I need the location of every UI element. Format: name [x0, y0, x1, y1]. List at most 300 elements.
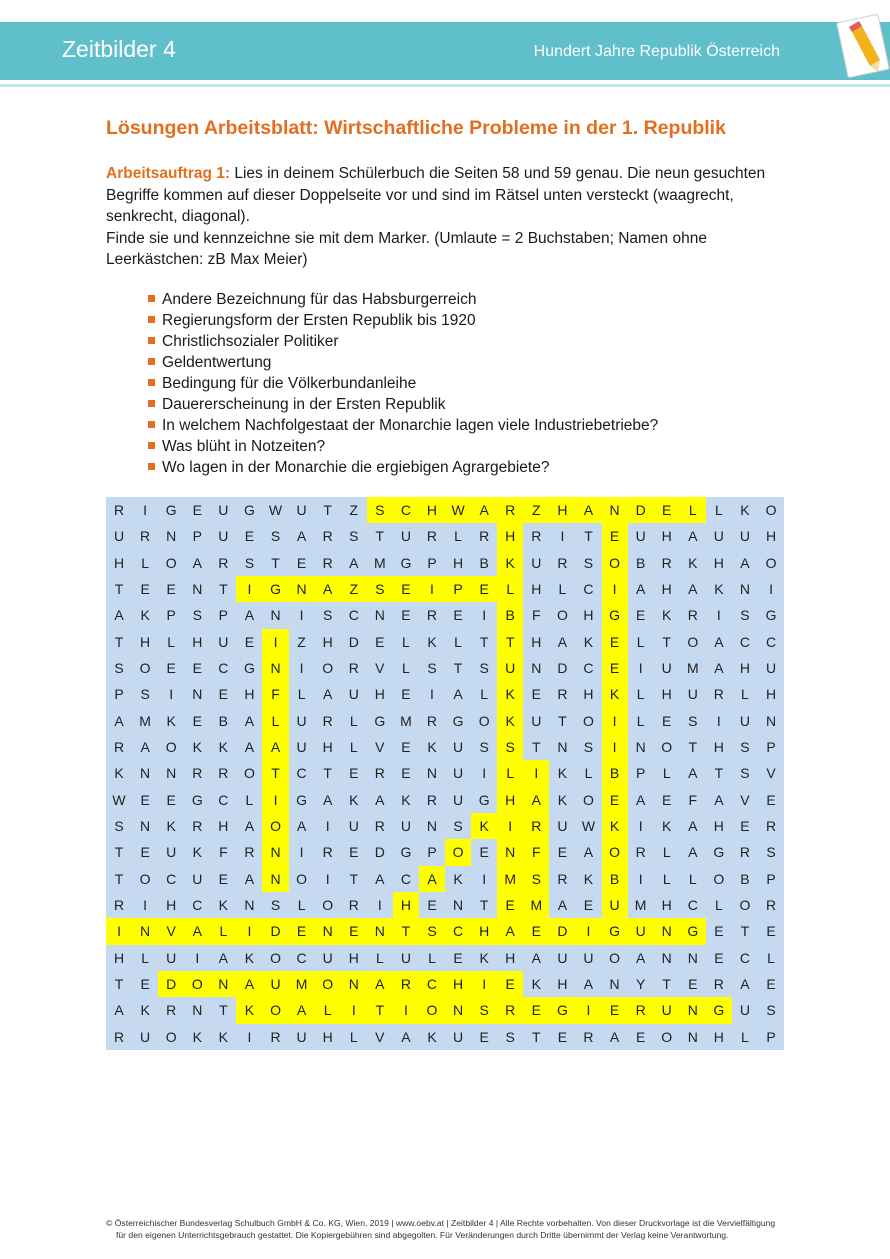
- grid-cell: S: [505, 1028, 515, 1045]
- grid-cell: K: [166, 712, 176, 729]
- grid-cell: E: [662, 712, 672, 729]
- grid-cell: U: [654, 997, 680, 1023]
- grid-cell: A: [557, 896, 568, 913]
- grid-cell: U: [628, 918, 654, 944]
- grid-cell: A: [262, 734, 288, 760]
- list-item: Geldentwertung: [148, 352, 658, 373]
- grid-cell: C: [218, 791, 229, 808]
- grid-cell: A: [289, 997, 315, 1023]
- grid-cell: T: [271, 554, 280, 571]
- grid-cell: U: [218, 528, 229, 545]
- grid-cell: N: [289, 576, 315, 602]
- grid-cell: T: [740, 923, 750, 940]
- grid-cell: A: [583, 975, 594, 992]
- grid-cell: E: [740, 817, 750, 834]
- grid-cell: S: [427, 659, 437, 676]
- grid-cell: R: [557, 554, 568, 571]
- grid-cell: O: [262, 997, 288, 1023]
- grid-cell: A: [714, 633, 724, 650]
- grid-cell: V: [766, 765, 776, 782]
- grid-cell: A: [740, 554, 750, 571]
- grid-cell: N: [270, 607, 281, 624]
- grid-cell: S: [192, 607, 202, 624]
- grid-cell: P: [635, 765, 646, 782]
- grid-cell: U: [400, 528, 411, 545]
- grid-cell: K: [531, 975, 541, 992]
- grid-cell: Z: [349, 502, 359, 518]
- grid-cell: T: [114, 580, 124, 597]
- grid-cell: A: [244, 870, 255, 887]
- grid-cell: L: [262, 708, 288, 734]
- grid-cell: K: [192, 738, 202, 755]
- grid-cell: S: [471, 997, 497, 1023]
- grid-cell: L: [167, 633, 176, 650]
- grid-cell: U: [218, 633, 229, 650]
- grid-cell: T: [219, 580, 228, 597]
- grid-cell: C: [445, 918, 471, 944]
- grid-cell: M: [523, 892, 549, 918]
- grid-cell: C: [583, 659, 594, 676]
- grid-cell: N: [192, 580, 203, 597]
- grid-cell: R: [765, 896, 777, 913]
- grid-cell: C: [419, 971, 445, 997]
- grid-cell: L: [297, 686, 306, 703]
- grid-cell: L: [141, 554, 150, 571]
- grid-cell: K: [192, 1028, 202, 1045]
- grid-cell: T: [114, 633, 124, 650]
- grid-cell: I: [299, 607, 304, 624]
- grid-cell: K: [244, 949, 255, 966]
- grid-cell: E: [714, 949, 724, 966]
- grid-cell: B: [602, 760, 628, 786]
- grid-cell: L: [558, 580, 567, 597]
- word-search-grid: [106, 497, 784, 1050]
- grid-cell: U: [739, 712, 750, 729]
- grid-cell: N: [445, 997, 471, 1023]
- grid-cell: G: [602, 602, 628, 628]
- grid-cell: Z: [341, 576, 367, 602]
- grid-cell: L: [584, 765, 593, 782]
- grid-cell: A: [349, 554, 359, 571]
- grid-cell: L: [662, 870, 671, 887]
- grid-cell: H: [166, 896, 177, 913]
- grid-cell: U: [400, 949, 411, 966]
- grid-cell: E: [192, 502, 202, 518]
- grid-cell: N: [661, 949, 672, 966]
- grid-cell: E: [375, 633, 385, 650]
- grid-cell: D: [549, 918, 575, 944]
- grid-cell: L: [349, 712, 358, 729]
- grid-cell: A: [419, 866, 445, 892]
- grid-cell: T: [323, 765, 332, 782]
- grid-cell: S: [453, 817, 463, 834]
- grid-cell: C: [166, 870, 177, 887]
- list-item: Was blüht in Notzeiten?: [148, 436, 658, 457]
- grid-cell: R: [557, 870, 568, 887]
- grid-cell: K: [114, 765, 124, 782]
- grid-cell: M: [374, 554, 386, 571]
- grid-cell: A: [114, 607, 124, 624]
- grid-cell: E: [531, 686, 541, 703]
- grid-cell: K: [583, 633, 594, 650]
- bullet-square-icon: [148, 316, 155, 323]
- grid-cell: O: [602, 839, 628, 865]
- grid-cell: R: [113, 502, 125, 518]
- grid-cell: B: [740, 870, 750, 887]
- grid-cell: L: [662, 844, 671, 861]
- grid-cell: S: [419, 918, 445, 944]
- grid-cell: L: [210, 918, 236, 944]
- grid-cell: E: [393, 576, 419, 602]
- grid-cell: L: [741, 1028, 749, 1045]
- grid-cell: A: [714, 791, 724, 808]
- grid-cell: L: [349, 738, 358, 755]
- grid-cell: S: [114, 659, 124, 676]
- grid-cell: H: [192, 633, 203, 650]
- grid-cell: N: [426, 765, 438, 782]
- grid-cell: A: [635, 791, 646, 808]
- grid-cell: I: [143, 502, 148, 518]
- grid-cell: A: [497, 918, 523, 944]
- grid-cell: U: [557, 949, 568, 966]
- grid-cell: H: [583, 607, 594, 624]
- grid-cell: C: [765, 633, 777, 650]
- grid-cell: N: [341, 971, 367, 997]
- grid-cell: L: [402, 659, 410, 676]
- grid-cell: H: [218, 817, 229, 834]
- grid-cell: S: [766, 1002, 776, 1019]
- grid-cell: U: [192, 870, 203, 887]
- grid-cell: I: [393, 997, 419, 1023]
- grid-cell: N: [557, 738, 568, 755]
- grid-cell: T: [114, 844, 124, 861]
- grid-cell: L: [688, 870, 697, 887]
- grid-cell: M: [497, 866, 523, 892]
- grid-cell: U: [348, 817, 359, 834]
- grid-cell: I: [482, 607, 487, 624]
- grid-cell: K: [497, 708, 523, 734]
- grid-cell: R: [713, 686, 724, 703]
- grid-cell: C: [218, 659, 229, 676]
- grid-cell: I: [247, 1028, 252, 1045]
- grid-cell: N: [680, 997, 706, 1023]
- grid-cell: S: [740, 765, 750, 782]
- task-instructions: [106, 163, 786, 271]
- grid-cell: R: [322, 844, 333, 861]
- grid-cell: R: [244, 844, 255, 861]
- grid-cell: H: [713, 554, 724, 571]
- grid-cell: C: [393, 497, 419, 523]
- grid-cell: H: [765, 528, 777, 545]
- grid-cell: G: [765, 607, 777, 624]
- grid-cell: K: [166, 817, 176, 834]
- grid-cell: N: [635, 738, 646, 755]
- grid-cell: E: [192, 712, 202, 729]
- grid-cell: S: [688, 712, 698, 729]
- grid-cell: I: [560, 528, 565, 545]
- grid-cell: R: [583, 1028, 594, 1045]
- grid-cell: I: [299, 659, 304, 676]
- grid-cell: A: [140, 738, 150, 755]
- grid-cell: K: [602, 813, 628, 839]
- page-title: Lösungen Arbeitsblatt: Wirtschaftliche Probleme in der 1. Republik: [106, 117, 726, 139]
- grid-cell: O: [661, 738, 673, 755]
- grid-cell: R: [374, 817, 385, 834]
- grid-cell: E: [218, 870, 229, 887]
- grid-cell: W: [112, 791, 126, 808]
- grid-cell: N: [262, 866, 288, 892]
- grid-cell: T: [662, 975, 671, 992]
- grid-cell: R: [687, 607, 698, 624]
- grid-cell: R: [628, 997, 654, 1023]
- grid-cell: L: [141, 949, 150, 966]
- footer-line-1: © Österreichischer Bundesverlag Schulbuch GmbH & Co. KG, Wien, 2019 | www.oebv.at | Zeitbilder 4 | Alle Rechte vorbehalten. Von dieser Druckvorlage ist die Vervielfältigung: [106, 1218, 776, 1228]
- grid-cell: B: [497, 602, 523, 628]
- grid-cell: H: [661, 896, 672, 913]
- grid-cell: L: [636, 712, 645, 729]
- grid-cell: H: [661, 686, 672, 703]
- grid-cell: E: [688, 975, 698, 992]
- grid-cell: G: [191, 791, 203, 808]
- grid-cell: G: [713, 844, 725, 861]
- grid-cell: U: [322, 949, 333, 966]
- grid-cell: L: [636, 686, 645, 703]
- grid-cell: H: [113, 949, 125, 966]
- grid-cell: N: [497, 839, 523, 865]
- grid-cell: A: [583, 844, 594, 861]
- grid-cell: E: [296, 554, 307, 571]
- list-item: Regierungsform der Ersten Republik bis 1920: [148, 310, 658, 331]
- grid-cell: R: [479, 528, 490, 545]
- grid-cell: R: [374, 765, 385, 782]
- grid-cell: R: [557, 686, 568, 703]
- grid-cell: G: [400, 844, 412, 861]
- grid-cell: E: [166, 659, 176, 676]
- grid-cell: S: [244, 554, 255, 571]
- grid-cell: S: [270, 528, 281, 545]
- grid-cell: I: [106, 918, 132, 944]
- grid-cell: S: [140, 686, 150, 703]
- grid-cell: E: [341, 918, 367, 944]
- grid-cell: G: [706, 997, 732, 1023]
- grid-cell: R: [661, 554, 672, 571]
- grid-cell: K: [192, 844, 202, 861]
- grid-cell: R: [635, 844, 646, 861]
- grid-cell: N: [192, 686, 203, 703]
- grid-cell: I: [716, 712, 721, 729]
- grid-cell: R: [523, 813, 549, 839]
- grid-cell: R: [113, 738, 125, 755]
- grid-cell: A: [471, 497, 497, 523]
- grid-cell: D: [262, 918, 288, 944]
- grid-cell: S: [367, 497, 393, 523]
- grid-cell: P: [192, 528, 202, 545]
- grid-cell: E: [289, 918, 315, 944]
- grid-cell: I: [602, 734, 628, 760]
- grid-cell: K: [497, 550, 523, 576]
- grid-cell: N: [132, 918, 158, 944]
- grid-cell: H: [713, 738, 724, 755]
- grid-cell: R: [348, 659, 359, 676]
- grid-cell: G: [478, 791, 490, 808]
- grid-cell: S: [322, 607, 333, 624]
- grid-cell: E: [662, 791, 672, 808]
- grid-cell: I: [638, 870, 643, 887]
- grid-cell: G: [400, 554, 412, 571]
- grid-cell: K: [662, 817, 672, 834]
- list-item: Christlichsozialer Politiker: [148, 331, 658, 352]
- grid-cell: E: [766, 975, 776, 992]
- grid-cell: R: [426, 528, 438, 545]
- grid-cell: E: [166, 791, 176, 808]
- grid-cell: M: [139, 712, 151, 729]
- grid-cell: K: [740, 502, 750, 518]
- task-text-1: Lies in deinem Schülerbuch die Seiten 58 und 59 genau. Die neun gesuchten Begriffe kommen auf dieser Doppelseite vor und sind im Rätsel unten versteckt (waagrecht, senkrecht, diagonal).: [106, 165, 766, 225]
- grid-cell: Y: [635, 975, 646, 992]
- grid-cell: G: [602, 918, 628, 944]
- grid-cell: A: [635, 580, 646, 597]
- grid-cell: R: [426, 607, 438, 624]
- grid-cell: H: [505, 949, 516, 966]
- grid-cell: E: [479, 844, 489, 861]
- grid-cell: K: [497, 681, 523, 707]
- grid-cell: Z: [523, 497, 549, 523]
- grid-cell: H: [244, 686, 255, 703]
- grid-cell: K: [427, 1028, 437, 1045]
- grid-cell: T: [479, 896, 489, 913]
- grid-cell: I: [262, 629, 288, 655]
- grid-cell: E: [497, 892, 523, 918]
- list-item: Andere Bezeichnung für das Habsburgerreich: [148, 289, 658, 310]
- grid-cell: I: [575, 918, 601, 944]
- grid-cell: A: [114, 1002, 124, 1019]
- grid-cell: H: [471, 918, 497, 944]
- grid-cell: F: [688, 791, 698, 808]
- grid-cell: H: [322, 1028, 333, 1045]
- grid-cell: A: [375, 791, 385, 808]
- grid-cell: U: [713, 528, 724, 545]
- grid-cell: R: [531, 528, 542, 545]
- grid-cell: E: [479, 1028, 489, 1045]
- brand-title: Zeitbilder 4: [62, 36, 176, 62]
- grid-cell: A: [236, 971, 262, 997]
- grid-cell: O: [609, 949, 620, 966]
- grid-cell: A: [688, 528, 698, 545]
- grid-cell: R: [140, 528, 151, 545]
- grid-cell: S: [523, 866, 549, 892]
- grid-cell: T: [479, 633, 489, 650]
- grid-cell: D: [374, 844, 385, 861]
- grid-cell: A: [523, 787, 549, 813]
- grid-cell: D: [557, 659, 568, 676]
- grid-cell: I: [497, 813, 523, 839]
- grid-cell: C: [739, 633, 750, 650]
- grid-cell: N: [687, 1028, 698, 1045]
- grid-cell: O: [713, 870, 725, 887]
- grid-cell: V: [158, 918, 184, 944]
- grid-cell: E: [602, 655, 628, 681]
- grid-cell: L: [497, 576, 523, 602]
- footer-line-2: für den eigenen Unterrichtsgebrauch gestattet. Die Kopiergebühren sind abgegolten. Für Veränderungen durch Dritte übernimmt der Verlag keine Verantwortung.: [116, 1230, 729, 1240]
- grid-cell: F: [532, 607, 541, 624]
- grid-cell: L: [636, 633, 645, 650]
- grid-cell: T: [367, 997, 393, 1023]
- grid-cell: I: [325, 817, 330, 834]
- grid-cell: U: [453, 765, 464, 782]
- grid-cell: P: [114, 686, 124, 703]
- grid-cell: I: [523, 760, 549, 786]
- grid-cell: R: [497, 497, 523, 523]
- grid-cell: E: [218, 686, 229, 703]
- grid-cell: H: [113, 554, 125, 571]
- grid-cell: S: [367, 576, 393, 602]
- grid-cell: A: [244, 712, 255, 729]
- grid-cell: E: [583, 896, 594, 913]
- grid-cell: E: [602, 523, 628, 549]
- grid-cell: U: [166, 844, 177, 861]
- grid-cell: R: [192, 817, 203, 834]
- footer-copyright: [106, 1217, 806, 1241]
- grid-cell: T: [532, 1028, 541, 1045]
- grid-cell: O: [661, 1028, 673, 1045]
- grid-cell: K: [427, 738, 437, 755]
- grid-cell: H: [140, 633, 151, 650]
- grid-cell: E: [453, 949, 463, 966]
- grid-cell: R: [322, 712, 333, 729]
- grid-cell: O: [602, 550, 628, 576]
- grid-cell: N: [140, 817, 151, 834]
- grid-cell: G: [243, 502, 255, 518]
- grid-cell: U: [635, 528, 646, 545]
- grid-cell: I: [169, 686, 174, 703]
- bullet-square-icon: [148, 337, 155, 344]
- grid-cell: M: [400, 712, 412, 729]
- grid-cell: P: [445, 576, 471, 602]
- grid-cell: N: [426, 817, 438, 834]
- question-list: [148, 289, 658, 478]
- grid-cell: R: [497, 997, 523, 1023]
- grid-cell: G: [374, 712, 386, 729]
- grid-cell: A: [244, 607, 255, 624]
- grid-cell: G: [680, 918, 706, 944]
- grid-cell: O: [583, 791, 594, 808]
- grid-cell: N: [765, 712, 777, 729]
- grid-cell: D: [158, 971, 184, 997]
- grid-cell: C: [192, 896, 203, 913]
- grid-cell: T: [558, 712, 567, 729]
- grid-cell: A: [114, 712, 124, 729]
- grid-cell: E: [602, 997, 628, 1023]
- grid-cell: N: [654, 918, 680, 944]
- grid-cell: U: [765, 659, 777, 676]
- grid-cell: T: [114, 870, 124, 887]
- grid-cell: A: [244, 817, 255, 834]
- grid-cell: T: [323, 502, 332, 518]
- grid-cell: A: [714, 659, 724, 676]
- bullet-square-icon: [148, 358, 155, 365]
- grid-cell: E: [244, 528, 255, 545]
- grid-cell: G: [165, 502, 177, 518]
- grid-cell: H: [713, 1028, 724, 1045]
- grid-cell: K: [662, 607, 672, 624]
- grid-cell: T: [262, 760, 288, 786]
- grid-cell: N: [166, 765, 177, 782]
- grid-cell: L: [245, 791, 254, 808]
- grid-cell: T: [497, 629, 523, 655]
- grid-cell: K: [349, 791, 359, 808]
- grid-cell: U: [453, 1028, 464, 1045]
- grid-cell: T: [114, 975, 124, 992]
